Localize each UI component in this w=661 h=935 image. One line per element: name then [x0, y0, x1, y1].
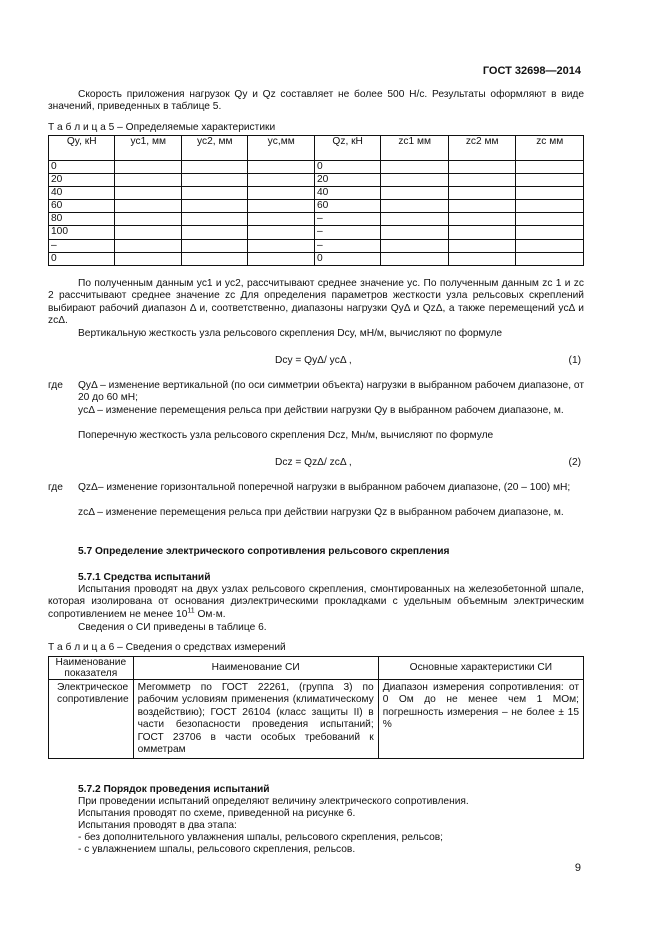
paragraph-procedure-3: Испытания проводят в два этапа:: [78, 820, 237, 831]
table-row: [49, 213, 584, 226]
table-cell: [516, 226, 584, 239]
table-cell: [448, 174, 516, 187]
table-cell: [115, 226, 181, 239]
table5-header-cell: yc1, мм: [115, 136, 181, 161]
table-row: [49, 161, 584, 174]
page-number: 9: [574, 862, 581, 874]
formula-1-number: (1): [568, 355, 581, 366]
table-cell: 60: [314, 200, 380, 213]
table-cell: [181, 226, 247, 239]
paragraph-procedure-1: При проведении испытаний определяют величину электрического сопротивления.: [78, 796, 469, 807]
table-cell: 0: [314, 161, 380, 174]
table-cell: Мегомметр по ГОСТ 22261, (группа 3) по рабочим условиям применения (климатическому воздействию); ГОСТ 26104 (класс защиты II) в части безопасности проведения испытаний; ГОСТ 23706 в части особых требований к омметрам: [133, 680, 378, 759]
where-label: где: [48, 380, 63, 391]
table-cell: [381, 252, 449, 265]
paragraph-calc: По полученным данным yc1 и yc2, рассчитывают среднее значение yc. По полученным данным zc 1 и zc 2 рассчитывают среднее значение zc Для определения параметров жесткости узла рельсовых скреплений выбирают рабочий диапазон Δ и, соответственно, диапазоны нагрузки QyΔ и QzΔ, а также перемещений ycΔ и zcΔ.: [48, 278, 584, 327]
table-row: [49, 239, 584, 252]
table-cell: [115, 239, 181, 252]
table-cell: [448, 239, 516, 252]
table-cell: 20: [49, 174, 115, 187]
table-cell: [248, 226, 314, 239]
definition-yc: ycΔ – изменение перемещения рельса при действии нагрузки Qy в выбранном рабочем диапазоне, м.: [78, 405, 564, 416]
table-cell: [181, 200, 247, 213]
table-cell: [248, 252, 314, 265]
table5-header-cell: zc мм: [516, 136, 584, 161]
table-cell: [115, 200, 181, 213]
table5: [48, 135, 584, 266]
where-label: где: [48, 482, 63, 493]
table-cell: 0: [49, 252, 115, 265]
paragraph-vertical-stiffness: Вертикальную жесткость узла рельсового скрепления Dcy, мН/м, вычисляют по формуле: [78, 328, 503, 339]
paragraph-table6-ref: Сведения о СИ приведены в таблице 6.: [78, 622, 267, 633]
table-cell: [115, 213, 181, 226]
table-cell: [248, 187, 314, 200]
table-cell: [381, 174, 449, 187]
table-cell: [381, 239, 449, 252]
formula-2-number: (2): [568, 457, 581, 468]
table-cell: [181, 161, 247, 174]
table-cell: [516, 252, 584, 265]
table-cell: [115, 252, 181, 265]
table-cell: [448, 161, 516, 174]
table5-header-cell: Qz, кН: [314, 136, 380, 161]
definition-qy: QyΔ – изменение вертикальной (по оси симметрии объекта) нагрузки в выбранном рабочем диапазоне, от 20 до 60 мН;: [78, 380, 584, 404]
table-cell: [516, 187, 584, 200]
table-row: [49, 226, 584, 239]
table5-header-cell: zc1 мм: [381, 136, 449, 161]
table-cell: 40: [49, 187, 115, 200]
table-cell: [115, 174, 181, 187]
table-cell: 0: [314, 252, 380, 265]
table-row: [49, 252, 584, 265]
table-cell: 80: [49, 213, 115, 226]
table-cell: [516, 200, 584, 213]
table-cell: 40: [314, 187, 380, 200]
table-cell: [181, 252, 247, 265]
table-cell: Электрическое сопротивление: [49, 680, 134, 759]
table-cell: [181, 187, 247, 200]
table-cell: [181, 213, 247, 226]
table6-header-cell: Наименование показателя: [49, 657, 134, 680]
table5-header-cell: yc,мм: [248, 136, 314, 161]
table-cell: [448, 226, 516, 239]
definition-qz: QzΔ– изменение горизонтальной поперечной нагрузки в выбранном рабочем диапазоне, (20 – 100) мН;: [78, 482, 571, 493]
table-cell: [381, 226, 449, 239]
table6-header-cell: Наименование СИ: [133, 657, 378, 680]
table-cell: [248, 239, 314, 252]
table-cell: [516, 174, 584, 187]
table-cell: [448, 252, 516, 265]
table5-header-cell: Qy, кН: [49, 136, 115, 161]
formula-2: Dcz = QzΔ/ zcΔ ,: [275, 457, 352, 468]
table-cell: [381, 213, 449, 226]
table-cell: [248, 174, 314, 187]
table-cell: [448, 187, 516, 200]
table-cell: –: [49, 239, 115, 252]
table5-caption: Т а б л и ц а 5 – Определяемые характеристики: [48, 122, 276, 133]
table-cell: [181, 239, 247, 252]
table-cell: 100: [49, 226, 115, 239]
table-cell: [115, 187, 181, 200]
table5-header-row: [49, 136, 584, 161]
section-heading-5-7-2: 5.7.2 Порядок проведения испытаний: [78, 784, 270, 795]
table-cell: [115, 161, 181, 174]
table-cell: [181, 174, 247, 187]
table5-header-cell: zc2 мм: [448, 136, 516, 161]
list-item: - без дополнительного увлажнения шпалы, рельсового скрепления, рельсов;: [78, 832, 443, 843]
section-heading-5-7: 5.7 Определение электрического сопротивления рельсового скрепления: [78, 546, 450, 557]
table-cell: [516, 213, 584, 226]
table-row: [49, 680, 584, 759]
list-item: - с увлажнением шпалы, рельсового скрепления, рельсов.: [78, 844, 356, 855]
table-row: [49, 200, 584, 213]
table-cell: [248, 213, 314, 226]
table-row: [49, 174, 584, 187]
table-cell: [448, 213, 516, 226]
definition-zc: zcΔ – изменение перемещения рельса при действии нагрузки Qz в выбранном рабочем диапазоне, м.: [78, 507, 564, 518]
table-cell: [448, 200, 516, 213]
table6: [48, 656, 584, 759]
table-cell: 60: [49, 200, 115, 213]
table-cell: [381, 200, 449, 213]
table-cell: [516, 239, 584, 252]
document-header: ГОСТ 32698—2014: [482, 65, 581, 77]
table6-header-row: [49, 657, 584, 680]
table5-header-cell: yc2, мм: [181, 136, 247, 161]
table-cell: [381, 187, 449, 200]
paragraph-test-means: Испытания проводят на двух узлах рельсового скрепления, смонтированных на железобетонной шпале, которая изолирована от основания диэлектрическими прокладками с удельным объемным электрическим сопротивлением не менее $10^{11}$ Ом·м.: [48, 584, 584, 620]
paragraph-procedure-2: Испытания проводят по схеме, приведенной на рисунке 6.: [78, 808, 356, 819]
table6-header-cell: Основные характеристики СИ: [378, 657, 583, 680]
table6-caption: Т а б л и ц а 6 – Сведения о средствах измерений: [48, 642, 286, 653]
table-row: [49, 187, 584, 200]
paragraph-horizontal-stiffness: Поперечную жесткость узла рельсового скрепления Dcz, Мн/м, вычисляют по формуле: [78, 430, 494, 441]
paragraph-speed: Скорость приложения нагрузок Qy и Qz составляет не более 500 Н/с. Результаты оформляют в виде значений, приведенных в таблице 5.: [48, 89, 584, 113]
table-cell: –: [314, 213, 380, 226]
table-cell: –: [314, 226, 380, 239]
table-cell: 0: [49, 161, 115, 174]
table-cell: [381, 161, 449, 174]
table-cell: 20: [314, 174, 380, 187]
formula-1: Dcy = QyΔ/ ycΔ ,: [275, 355, 352, 366]
table-cell: [248, 200, 314, 213]
table-cell: –: [314, 239, 380, 252]
table-cell: [516, 161, 584, 174]
table-cell: Диапазон измерения сопротивления: от 0 Ом до не менее чем 1 МОм; погрешность измерения – не более ± 15 %: [378, 680, 583, 759]
table-cell: [248, 161, 314, 174]
section-heading-5-7-1: 5.7.1 Средства испытаний: [78, 572, 211, 583]
